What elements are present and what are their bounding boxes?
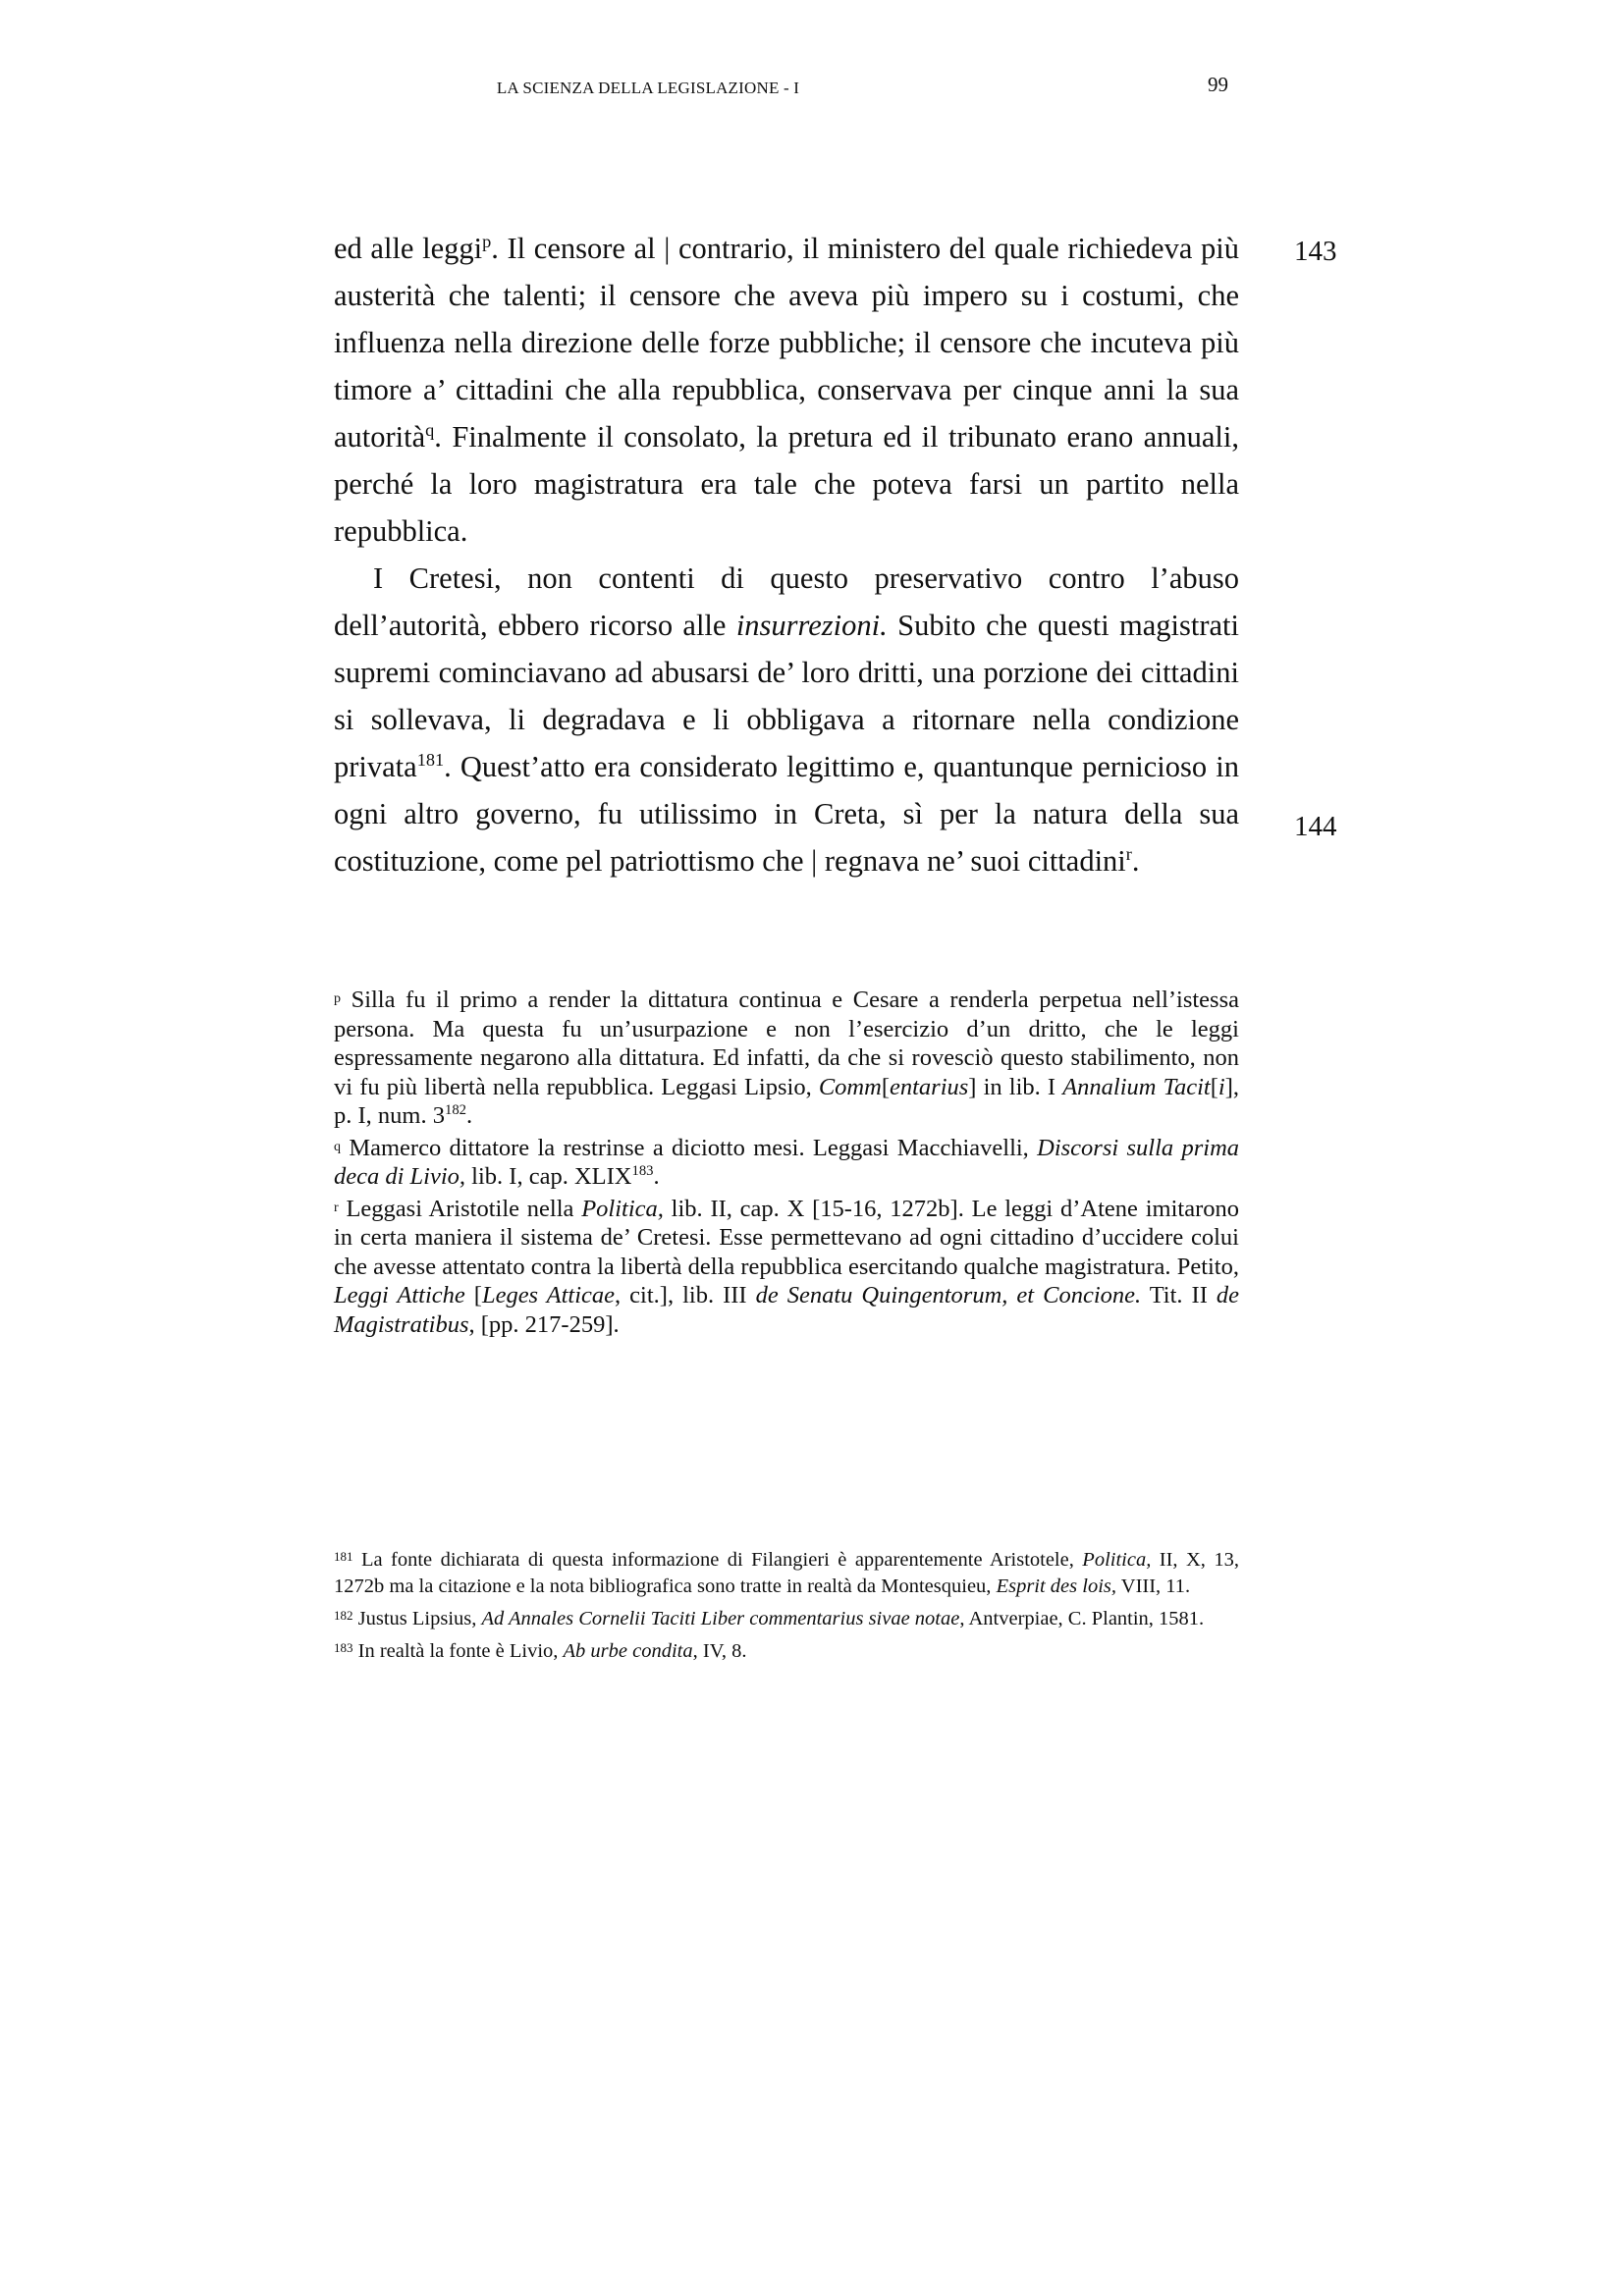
paragraph: I Cretesi, non contenti di questo preservativo contro l’abuso dell’autorità, ebbero ricorso alle insurrezioni. Subito che questi magistrati supremi cominciavano ad abusarsi de’ loro dritti, una porzione dei cittadini si sollevava, li degradava e li obbligava a ritornare nella condizione privata$^{181}$. Quest’atto era considerato legittimo e, quantunque pernicioso in ogni altro governo, fu utilissimo in Creta, sì per la natura della sua costituzione, come pel patriottismo che | regnava ne’ suoi cittadini$^r$. [334,561,1239,878]
footnote: $^{181}$ La fonte dichiarata di questa informazione di Filangieri è apparentemente Aristotele, Politica, II, X, 13, 1272b ma la citazione e la nota bibliografica sono tratte in realtà da Montesquieu, Esprit des lois, VIII, 11. [334,1549,1239,1597]
note-mark: p [334,991,341,1006]
note-marker[interactable]: r [1125,843,1132,864]
page-number: 99 [1208,73,1228,96]
footnote-number: 182 [334,1608,353,1623]
note-mark: r [334,1200,339,1215]
running-header: LA SCIENZA DELLA LEGISLAZIONE - I [496,79,800,97]
footnote-number: 183 [334,1640,353,1655]
author-notes [334,985,1239,1341]
margin-page-reference-144: 144 [1294,811,1337,842]
footnote-reference[interactable]: 181 [416,749,445,770]
footnote-reference[interactable]: 182 [444,1101,466,1118]
footnote: $^{182}$ Justus Lipsius, Ad Annales Cornelii Taciti Liber commentarius sivae notae, Antverpiae, C. Plantin, 1581. [334,1608,1205,1629]
note-marker[interactable]: p [482,231,492,251]
editor-footnotes [334,1543,1239,1667]
author-note: $^r$ Leggasi Aristotile nella Politica, lib. II, cap. X [15-16, 1272b]. Le leggi d’Atene imitarono in certa maniera il sistema de’ Cretesi. Esse permettevano ad ogni cittadino d’uccidere colui che avesse attentato contra la libertà della repubblica esercitando qualche magistratura. Petito, Leggi Attiche [Leges Atticae, cit.], lib. III de Senatu Quingentorum, et Concione. Tit. II de Magistratibus, [pp. 217-259]. [334,1195,1240,1338]
note-mark: q [334,1139,341,1154]
author-note: $^p$ Silla fu il primo a render la dittatura continua e Cesare a renderla perpetua nell’istessa persona. Ma questa fu un’usurpazione e non l’esercizio d’un dritto, che le leggi espressamente negarono alla dittatura. Ed infatti, da che si rovesciò questo stabilimento, non vi fu più libertà nella repubblica. Leggasi Lipsio, Comm[entarius] in lib. I Annalium Tacit[i], p. I, num. $3^{182}$. [334,987,1239,1129]
main-text [334,225,1239,884]
footnote-number: 181 [334,1549,353,1564]
footnote: $^{183}$ In realtà la fonte è Livio, Ab urbe condita, IV, 8. [334,1640,747,1662]
paragraph: ed alle leggi$^p$. Il censore al | contrario, il ministero del quale richiedeva più austerità che talenti; il censore che aveva più impero su i costumi, che influenza nella direzione delle forze pubbliche; il censore che incuteva più timore a’ cittadini che alla repubblica, conservava per cinque anni la sua autorità$^q$. Finalmente il consolato, la pretura ed il tribunato erano annuali, perché la loro magistratura era tale che poteva farsi un partito nella repubblica. [334,231,1240,548]
margin-page-reference-143: 143 [1294,236,1337,267]
footnote-reference[interactable]: 183 [631,1162,654,1179]
note-marker[interactable]: q [425,419,435,440]
author-note: $^q$ Mamerco dittatore la restrinse a diciotto mesi. Leggasi Macchiavelli, Discorsi sulla prima deca di Livio, lib. I, cap. XLIX$^{183}$. [334,1134,1240,1190]
